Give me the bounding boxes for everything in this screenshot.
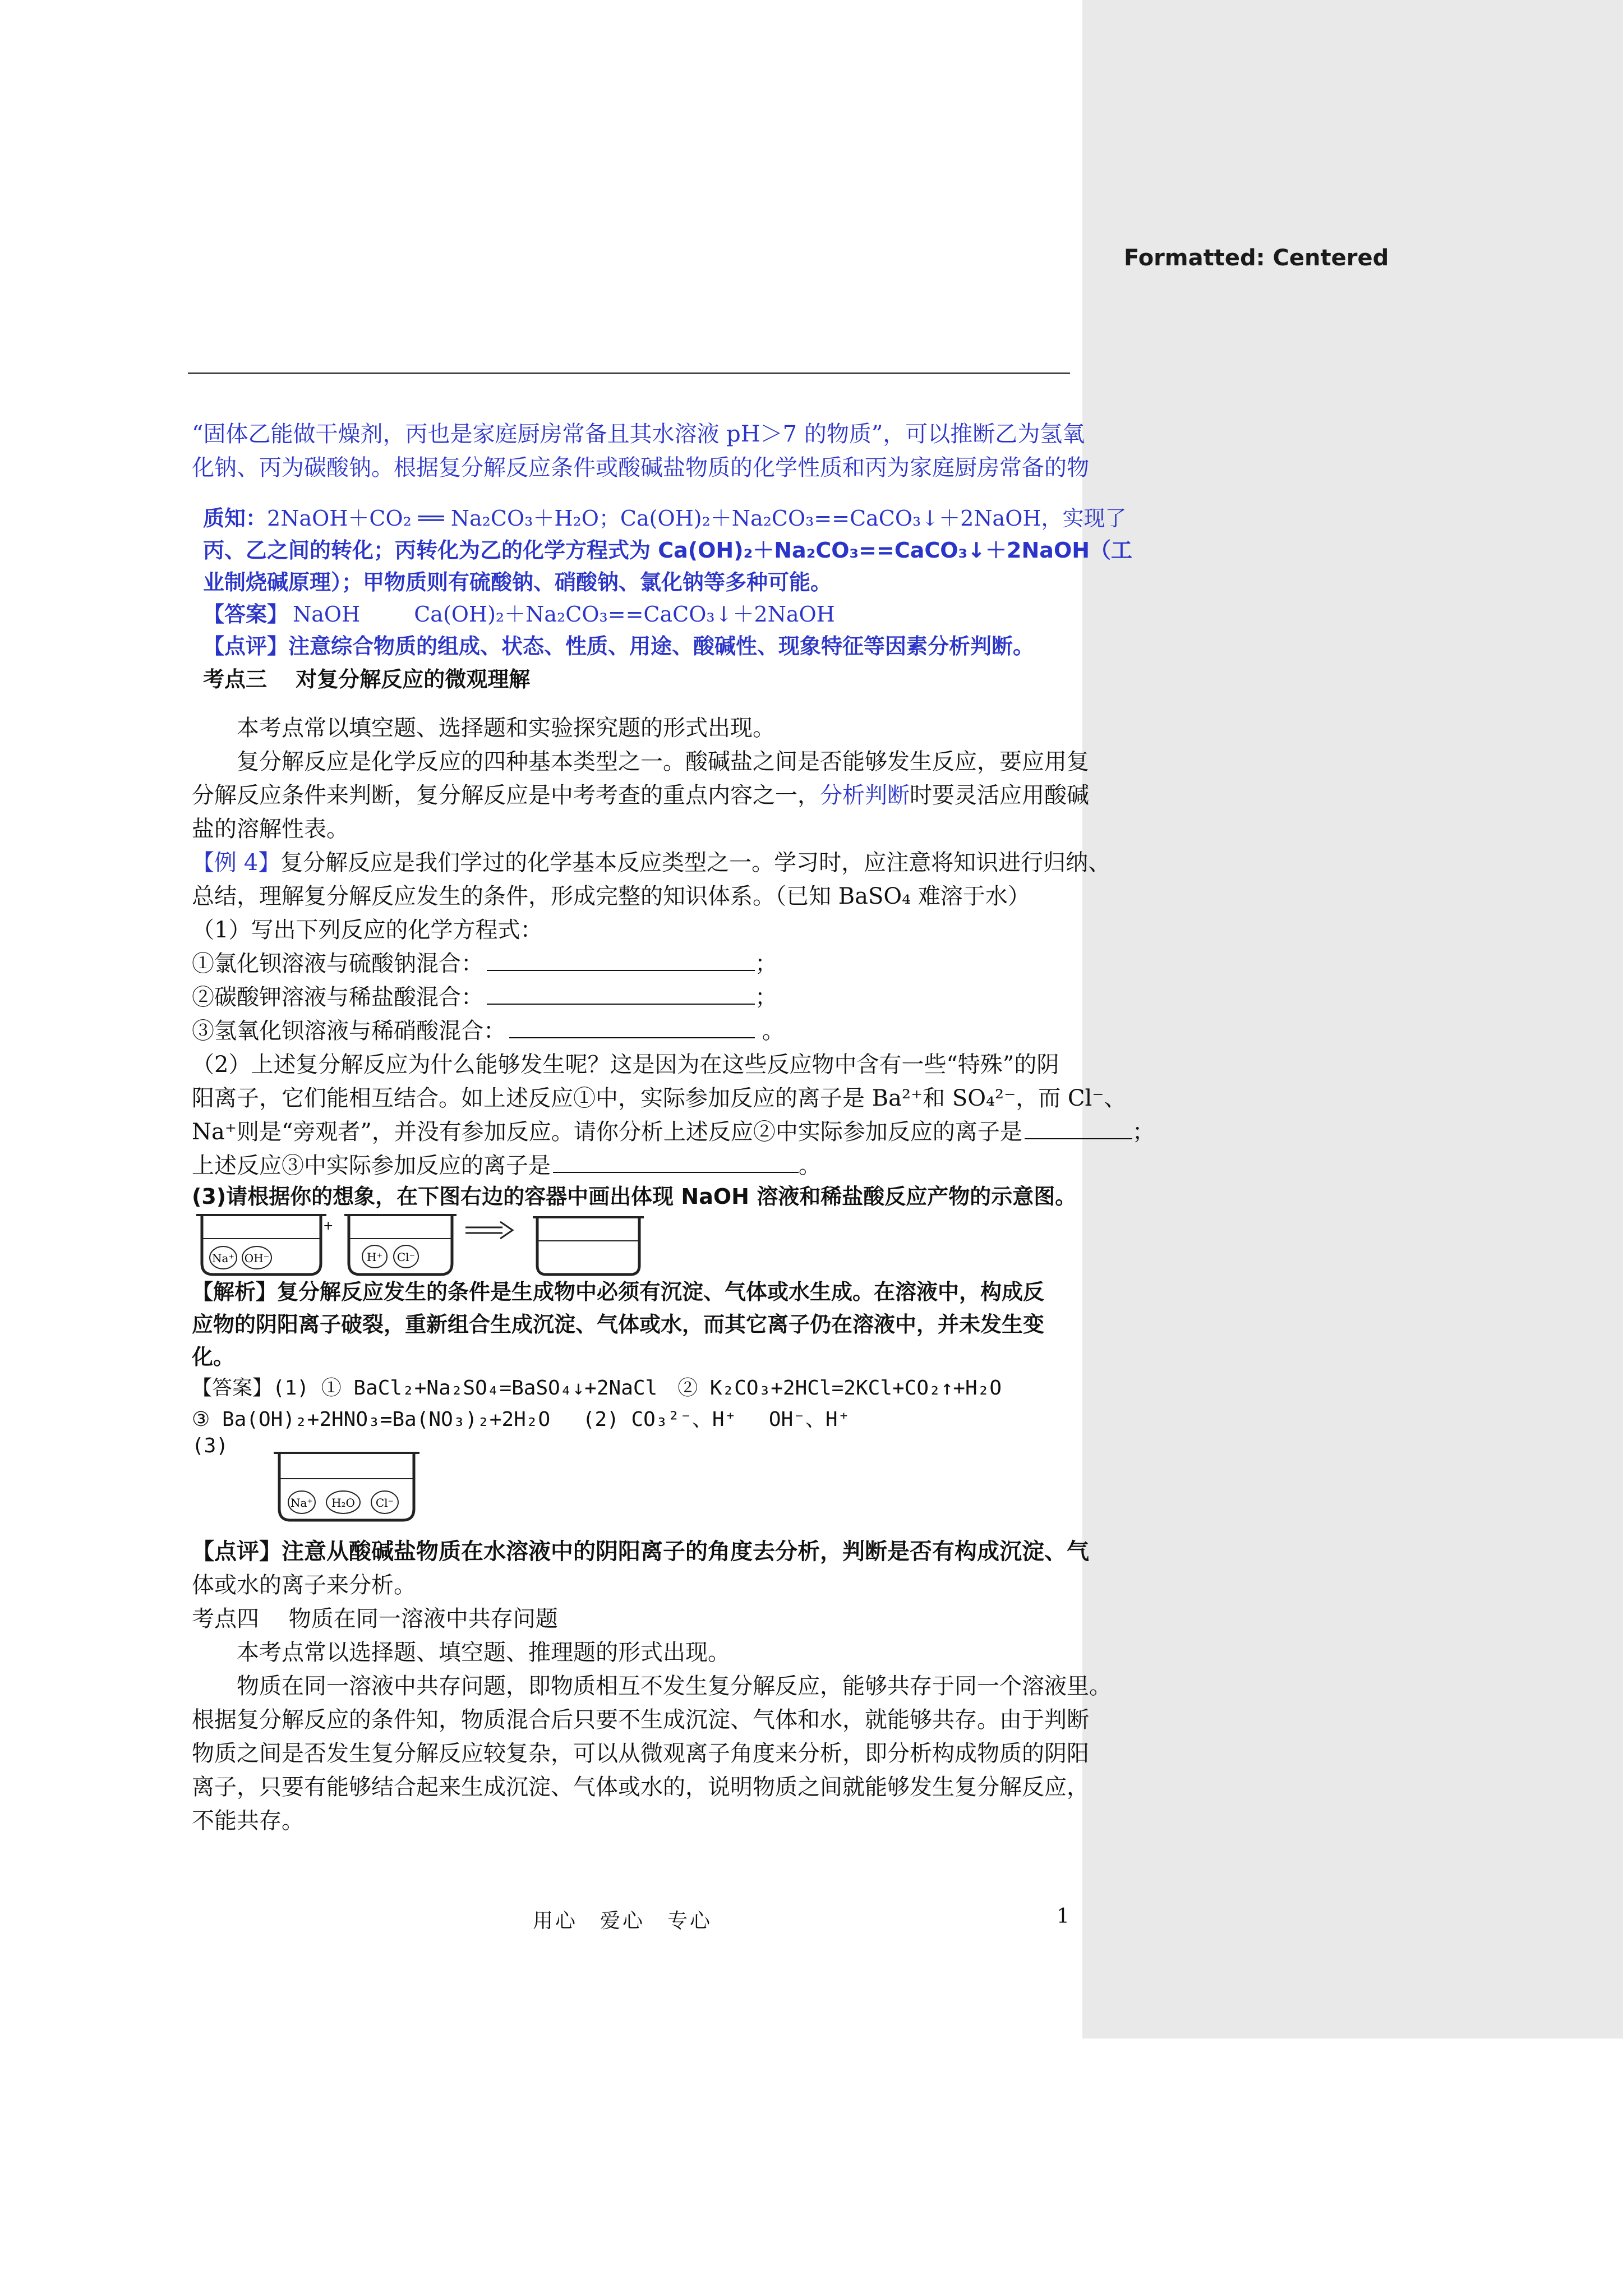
p4-line-4: 离子，只要有能够结合起来生成沉淀、气体或水的，说明物质之间就能够发生复分解反应，	[192, 1774, 1089, 1800]
answer-a: NaOH	[293, 602, 361, 627]
topic3-heading: 考点三 对复分解反应的微观理解	[203, 667, 531, 692]
answer2-line-1	[192, 1372, 1002, 1401]
p2-line-3: 盐的溶解性表。	[192, 816, 349, 842]
review2-line-1-text: 【点评】注意从酸碱盐物质在水溶液中的阴阳离子的角度去分析，判断是否有构成沉淀、气	[192, 1539, 1089, 1565]
format-comment-label: Formatted: Centered	[1124, 245, 1389, 271]
intro-line-1: “固体乙能做干燥剂，丙也是家庭厨房常备且其水溶液 pH＞7 的物质”，可以推断乙为氢氧	[192, 421, 1085, 447]
ion-na-label: Na⁺	[212, 1251, 234, 1265]
intro-line-2: 化钠、丙为碳酸钠。根据复分解反应条件或酸碱盐物质的化学性质和丙为家庭厨房常备的物	[192, 455, 1089, 481]
plus-sign: +	[323, 1219, 334, 1233]
q2l3-text: Na⁺则是“旁观者”，并没有参加反应。请你分析上述反应②中实际参加反应的离子是	[192, 1119, 1022, 1145]
beaker-middle	[344, 1215, 457, 1274]
ion-cl-2-label: Cl⁻	[375, 1496, 394, 1510]
beaker-diagram-arrow	[462, 1216, 647, 1278]
p3: 本考点常以选择题、填空题、推理题的形式出现。	[237, 1640, 730, 1665]
p2-line-1: 复分解反应是化学反应的四种基本类型之一。酸碱盐之间是否能够发生反应，要应用复	[237, 749, 1089, 775]
shot-line-3: 业制烧碱原理）；甲物质则有硫酸钠、硝酸钠、氯化钠等多种可能。	[203, 570, 832, 595]
shot-line-1a: 质知：	[203, 506, 268, 531]
shot-answer	[203, 597, 835, 628]
ex4-q1: （1）写出下列反应的化学方程式：	[192, 917, 543, 943]
p2-line-2a: 分解反应条件来判断，复分解反应是中考考查的重点内容之一，	[192, 783, 820, 808]
ex4-q2-line-2: 阳离子，它们能相互结合。如上述反应①中，实际参加反应的离子是 Ba²⁺和 SO₄²⁻，而 Cl⁻、	[192, 1085, 1127, 1111]
p4-line-1: 物质在同一溶液中共存问题，即物质相互不发生复分解反应，能够共存于同一个溶液里。	[237, 1673, 1112, 1699]
ex4-q3: (3)请根据你的想象，在下图右边的容器中画出体现 NaOH 溶液和稀盐酸反应产物的示意图。	[192, 1184, 1077, 1209]
answer-blank-3[interactable]	[509, 1037, 755, 1038]
ex4-q2-line-3: Na⁺则是“旁观者”，并没有参加反应。请你分析上述反应②中实际参加反应的离子是 ；	[192, 1119, 1155, 1145]
topic4-heading: 考点四 物质在同一溶液中共存问题	[192, 1606, 558, 1632]
p2-line-2	[192, 777, 1089, 809]
analysis-line-3: 化。	[192, 1345, 235, 1369]
beaker-left	[196, 1215, 326, 1274]
q1a-text: ①氯化钡溶液与硫酸钠混合：	[192, 951, 483, 977]
q1c-text: ③氢氧化钡溶液与稀硝酸混合：	[192, 1018, 506, 1044]
answer-blank-4[interactable]	[1025, 1138, 1132, 1139]
comment-sidebar	[1082, 0, 1623, 2039]
analysis-line-2: 应物的阴阳离子破裂，重新组合生成沉淀、气体或水，而其它离子仍在溶液中，并未发生变	[192, 1312, 1045, 1337]
page-number: 1	[1057, 1905, 1069, 1928]
shot-line-2: 丙、乙之间的转化；丙转化为乙的化学方程式为 Ca(OH)₂＋Na₂CO₃==CaCO₃↓＋2NaOH（工	[203, 538, 1133, 563]
ex4-line-1-text: 复分解反应是我们学过的化学基本反应类型之一。学习时，应注意将知识进行归纳、	[280, 850, 1111, 876]
right-arrow-icon	[465, 1222, 513, 1239]
ion-h-label: H⁺	[367, 1250, 382, 1264]
p2-line-2c: 时要灵活应用酸碱	[910, 783, 1089, 808]
answer-blank-2[interactable]	[487, 1003, 755, 1005]
ex4-q1a: ①氯化钡溶液与硫酸钠混合： ；	[192, 951, 777, 977]
answer-tag: 【答案】	[203, 602, 289, 627]
shot-line-1	[203, 501, 1127, 532]
ex4-tag: 【例 4】	[192, 850, 281, 876]
beaker-diagram-answer	[273, 1451, 421, 1524]
analysis-line-1: 【解析】复分解反应发生的条件是生成物中必须有沉淀、气体或水生成。在溶液中，构成反	[192, 1280, 1045, 1304]
ex4-q2-line-1: （2）上述复分解反应为什么能够发生呢？这是因为在这些反应物中含有一些“特殊”的阴	[192, 1052, 1059, 1078]
answer-b: Ca(OH)₂＋Na₂CO₃==CaCO₃↓＋2NaOH	[414, 602, 835, 627]
answer2-line-3-text: (3)	[192, 1434, 229, 1457]
ex4-q2-line-4: 上述反应③中实际参加反应的离子是 。	[192, 1153, 821, 1179]
ex4-q1c: ③氢氧化钡溶液与稀硝酸混合： 。	[192, 1018, 785, 1044]
p1: 本考点常以填空题、选择题和实验探究题的形式出现。	[237, 715, 775, 741]
answer2-line-3	[192, 1433, 228, 1457]
ex4-q1b: ②碳酸钾溶液与稀盐酸混合： ；	[192, 984, 777, 1010]
q1b-text: ②碳酸钾溶液与稀盐酸混合：	[192, 984, 483, 1010]
answer2-line-2-text: ③ Ba(OH)₂+2HNO₃=Ba(NO₃)₂+2H₂O (2) CO₃²⁻、H⁺ OH⁻、H⁺	[192, 1408, 850, 1431]
answer2-line-2	[192, 1404, 850, 1432]
ion-na-2-label: Na⁺	[291, 1496, 313, 1510]
ion-cl-label: Cl⁻	[396, 1250, 416, 1264]
footer-text: 用心 爱心 专心	[533, 1910, 713, 1932]
q2l4-text: 上述反应③中实际参加反应的离子是	[192, 1153, 551, 1179]
p2-link: 分析判断	[820, 783, 910, 808]
answer-blank-1[interactable]	[487, 969, 755, 971]
p4-line-5: 不能共存。	[192, 1808, 304, 1834]
ex4-line-2: 总结，理解复分解反应发生的条件，形成完整的知识体系。（已知 BaSO₄ 难溶于水）	[192, 884, 1030, 909]
header-rule	[188, 372, 1070, 374]
shot-line-1b: 2NaOH＋CO₂ ══ Na₂CO₃＋H₂O；Ca(OH)₂＋Na₂CO₃==CaCO₃↓＋2NaOH，实现了	[267, 506, 1127, 531]
answer2-line-1-text: 【答案】(1) ① BaCl₂+Na₂SO₄=BaSO₄↓+2NaCl ② K₂CO₃+2HCl=2KCl+CO₂↑+H₂O	[192, 1377, 1002, 1400]
p4-line-3: 物质之间是否发生复分解反应较复杂，可以从微观离子角度来分析，即分析构成物质的阴阳	[192, 1741, 1089, 1766]
review2-line-2: 体或水的离子来分析。	[192, 1572, 416, 1598]
ion-h2o-label: H₂O	[331, 1496, 355, 1510]
beaker-right-empty[interactable]	[533, 1217, 644, 1274]
answer-blank-5[interactable]	[553, 1171, 799, 1173]
review2-line-1	[192, 1534, 1089, 1566]
p4-line-2: 根据复分解反应的条件知，物质混合后只要不生成沉淀、气体和水，就能够共存。由于判断	[192, 1707, 1089, 1733]
ex4-line-1	[192, 845, 1110, 877]
shot-review: 【点评】注意综合物质的组成、状态、性质、用途、酸碱性、现象特征等因素分析判断。	[203, 634, 1035, 659]
ion-oh-label: OH⁻	[244, 1251, 270, 1265]
